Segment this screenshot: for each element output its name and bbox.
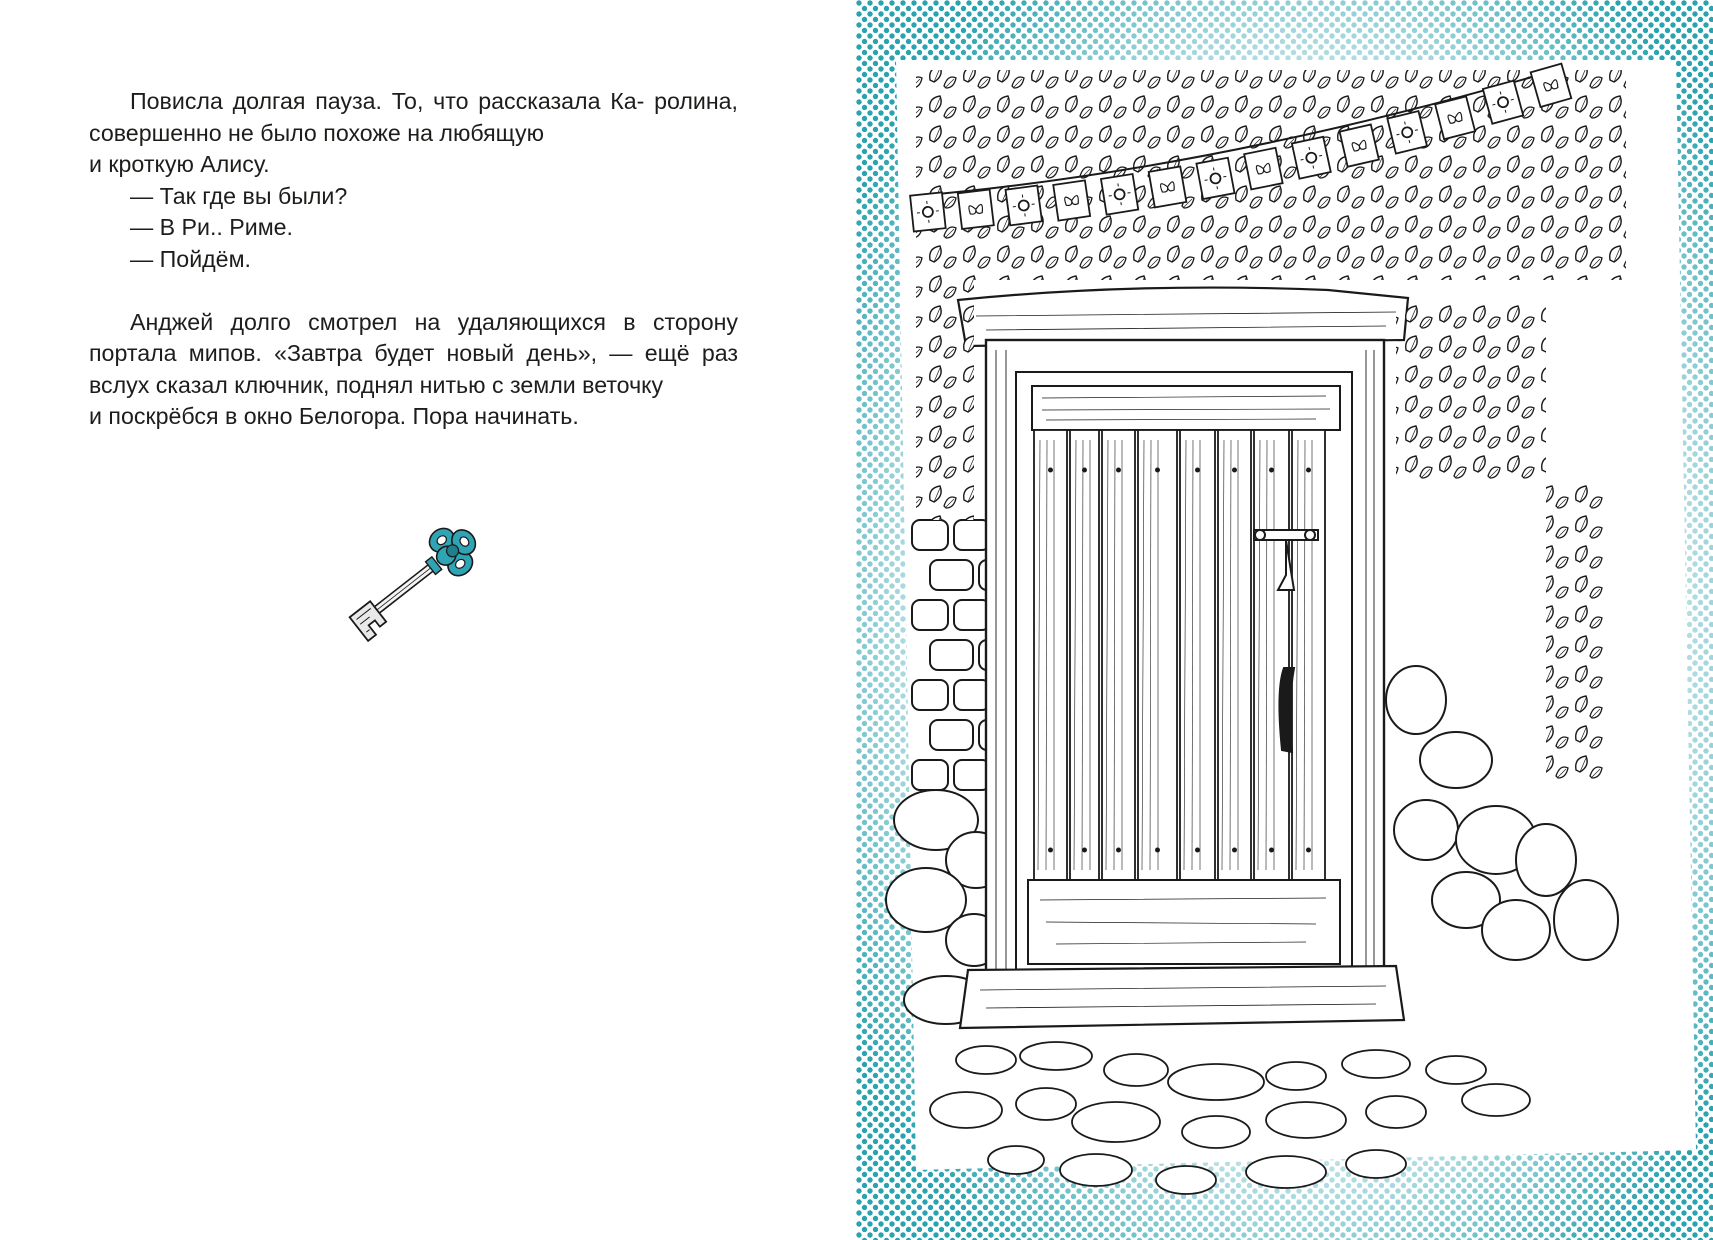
paragraph-pause: Повисла долгая пауза. То, что рассказала Ка- ролина, совершенно не было похоже на любящую [89, 88, 738, 146]
paragraph-andzhey-end: и поскрёбся в окно Белогора. Пора начинать. [89, 403, 579, 429]
paragraph-gap [89, 275, 738, 307]
dialogue-line-3: — Пойдём. [130, 245, 251, 272]
door-illustration [856, 0, 1713, 1240]
right-page-illustration [856, 0, 1713, 1240]
dialogue-line-1: — Так где вы были? [130, 182, 348, 209]
ornate-key-icon [328, 505, 498, 660]
left-page [0, 0, 856, 1240]
dialogue-line-2: — В Ри.. Риме. [130, 214, 293, 240]
paragraph-pause-end: и кроткую Алису. [89, 151, 270, 177]
story-text [89, 86, 738, 433]
paragraph-andzhey: Анджей долго смотрел на удаляющихся в сторону портала мипов. «Завтра будет новый день», — ещё раз вслух сказал ключник, поднял нитью с земли веточку [89, 308, 738, 398]
